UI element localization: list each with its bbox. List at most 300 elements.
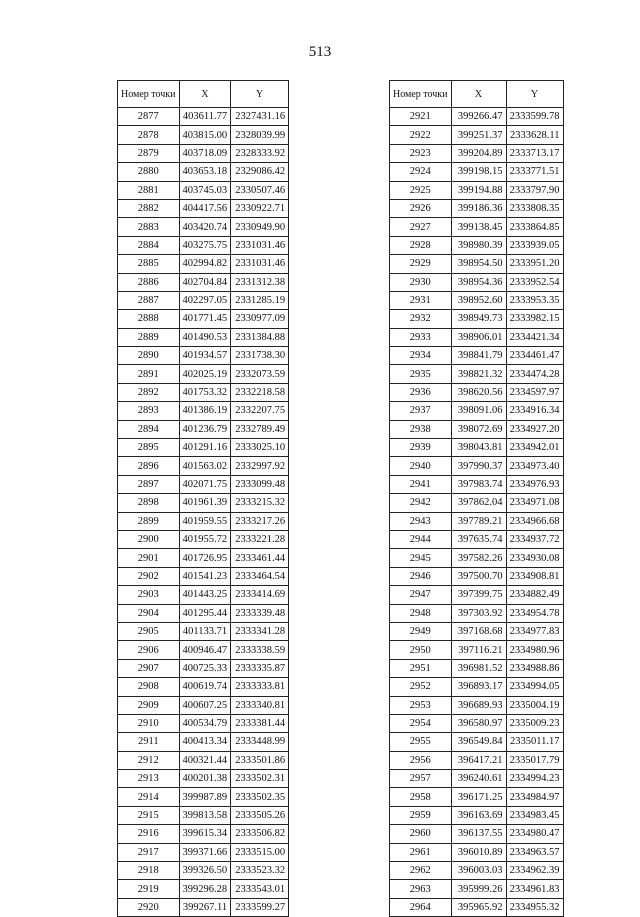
table-row: [390, 475, 564, 493]
cell-x: 397990.37: [451, 457, 506, 475]
cell-x: 396689.93: [451, 696, 506, 714]
cell-point-number: 2946: [390, 567, 452, 585]
table-row: [118, 678, 289, 696]
cell-point-number: 2899: [118, 512, 180, 530]
cell-x: 396580.97: [451, 714, 506, 732]
cell-x: 401961.39: [179, 494, 231, 512]
cell-x: 397399.75: [451, 586, 506, 604]
cell-x: 402071.75: [179, 475, 231, 493]
table-row: [118, 475, 289, 493]
table-row: [118, 347, 289, 365]
cell-x: 396981.52: [451, 659, 506, 677]
table-row: [390, 586, 564, 604]
cell-y: 2333505.26: [231, 806, 289, 824]
cell-point-number: 2956: [390, 751, 452, 769]
table-row: [390, 512, 564, 530]
table-row: [390, 328, 564, 346]
cell-x: 396549.84: [451, 733, 506, 751]
table-row: [118, 862, 289, 880]
header-point-number: Номер точки: [390, 81, 452, 108]
cell-point-number: 2890: [118, 347, 180, 365]
cell-point-number: 2955: [390, 733, 452, 751]
cell-y: 2333340.81: [231, 696, 289, 714]
cell-x: 396137.55: [451, 825, 506, 843]
cell-x: 403420.74: [179, 218, 231, 236]
cell-y: 2333771.51: [506, 163, 563, 181]
cell-point-number: 2932: [390, 310, 452, 328]
cell-point-number: 2893: [118, 402, 180, 420]
cell-point-number: 2953: [390, 696, 452, 714]
cell-point-number: 2954: [390, 714, 452, 732]
table-row: [390, 163, 564, 181]
cell-point-number: 2891: [118, 365, 180, 383]
cell-y: 2330977.09: [231, 310, 289, 328]
cell-point-number: 2918: [118, 862, 180, 880]
cell-point-number: 2896: [118, 457, 180, 475]
table-row: [390, 126, 564, 144]
cell-y: 2334973.40: [506, 457, 563, 475]
cell-y: 2333543.01: [231, 880, 289, 898]
table-row: [118, 365, 289, 383]
cell-y: 2334963.57: [506, 843, 563, 861]
cell-point-number: 2958: [390, 788, 452, 806]
cell-y: 2333099.48: [231, 475, 289, 493]
table-body-left: [118, 108, 289, 917]
cell-y: 2333599.78: [506, 108, 563, 126]
cell-point-number: 2929: [390, 255, 452, 273]
cell-point-number: 2960: [390, 825, 452, 843]
coordinates-table-right: [389, 80, 564, 917]
table-row: [118, 255, 289, 273]
cell-x: 400946.47: [179, 641, 231, 659]
cell-y: 2332073.59: [231, 365, 289, 383]
cell-x: 401291.16: [179, 439, 231, 457]
cell-x: 396003.03: [451, 862, 506, 880]
table-row: [118, 843, 289, 861]
cell-x: 401934.57: [179, 347, 231, 365]
cell-point-number: 2897: [118, 475, 180, 493]
table-row: [118, 218, 289, 236]
cell-y: 2334916.34: [506, 402, 563, 420]
cell-y: 2333025.10: [231, 439, 289, 457]
cell-x: 400619.74: [179, 678, 231, 696]
cell-point-number: 2949: [390, 622, 452, 640]
table-row: [390, 696, 564, 714]
cell-y: 2334882.49: [506, 586, 563, 604]
table-row: [390, 862, 564, 880]
cell-x: 395999.26: [451, 880, 506, 898]
cell-y: 2334994.23: [506, 770, 563, 788]
cell-x: 399296.28: [179, 880, 231, 898]
cell-x: 398980.39: [451, 236, 506, 254]
cell-point-number: 2906: [118, 641, 180, 659]
cell-point-number: 2943: [390, 512, 452, 530]
cell-x: 399615.34: [179, 825, 231, 843]
table-row: [390, 383, 564, 401]
cell-point-number: 2924: [390, 163, 452, 181]
header-point-number: Номер точки: [118, 81, 180, 108]
cell-y: 2333951.20: [506, 255, 563, 273]
cell-y: 2334927.20: [506, 420, 563, 438]
cell-point-number: 2930: [390, 273, 452, 291]
cell-point-number: 2880: [118, 163, 180, 181]
cell-x: 399204.89: [451, 144, 506, 162]
table-row: [118, 163, 289, 181]
cell-x: 399138.45: [451, 218, 506, 236]
table-row: [390, 108, 564, 126]
table-row: [118, 806, 289, 824]
cell-x: 400607.25: [179, 696, 231, 714]
cell-x: 401753.32: [179, 383, 231, 401]
cell-point-number: 2962: [390, 862, 452, 880]
table-row: [118, 733, 289, 751]
cell-y: 2335004.19: [506, 696, 563, 714]
cell-point-number: 2945: [390, 549, 452, 567]
table-row: [390, 494, 564, 512]
cell-y: 2333982.15: [506, 310, 563, 328]
cell-y: 2331031.46: [231, 255, 289, 273]
cell-point-number: 2888: [118, 310, 180, 328]
cell-x: 396163.69: [451, 806, 506, 824]
table-row: [118, 328, 289, 346]
table-header-row: [118, 81, 289, 108]
table-row: [390, 181, 564, 199]
cell-x: 398091.06: [451, 402, 506, 420]
cell-point-number: 2901: [118, 549, 180, 567]
table-row: [118, 567, 289, 585]
cell-y: 2329086.42: [231, 163, 289, 181]
cell-y: 2335017.79: [506, 751, 563, 769]
cell-point-number: 2947: [390, 586, 452, 604]
cell-x: 397983.74: [451, 475, 506, 493]
cell-y: 2330949.90: [231, 218, 289, 236]
cell-point-number: 2909: [118, 696, 180, 714]
cell-y: 2333414.69: [231, 586, 289, 604]
cell-x: 396417.21: [451, 751, 506, 769]
header-y: Y: [506, 81, 563, 108]
table-row: [390, 291, 564, 309]
cell-y: 2333952.54: [506, 273, 563, 291]
table-row: [118, 126, 289, 144]
cell-point-number: 2898: [118, 494, 180, 512]
cell-x: 402704.84: [179, 273, 231, 291]
cell-point-number: 2885: [118, 255, 180, 273]
cell-point-number: 2907: [118, 659, 180, 677]
cell-x: 396240.61: [451, 770, 506, 788]
cell-x: 397635.74: [451, 530, 506, 548]
cell-y: 2328039.99: [231, 126, 289, 144]
header-y: Y: [231, 81, 289, 108]
table-row: [118, 236, 289, 254]
table-row: [118, 714, 289, 732]
cell-x: 403275.75: [179, 236, 231, 254]
cell-y: 2333515.00: [231, 843, 289, 861]
cell-y: 2331384.88: [231, 328, 289, 346]
cell-y: 2333464.54: [231, 567, 289, 585]
cell-point-number: 2912: [118, 751, 180, 769]
cell-point-number: 2894: [118, 420, 180, 438]
cell-y: 2334421.34: [506, 328, 563, 346]
cell-x: 398841.79: [451, 347, 506, 365]
cell-x: 398821.32: [451, 365, 506, 383]
cell-x: 396893.17: [451, 678, 506, 696]
coordinates-table-left: [117, 80, 289, 917]
cell-y: 2333333.81: [231, 678, 289, 696]
cell-x: 398954.36: [451, 273, 506, 291]
cell-y: 2334954.78: [506, 604, 563, 622]
cell-x: 399326.50: [179, 862, 231, 880]
table-row: [118, 310, 289, 328]
table-row: [390, 770, 564, 788]
cell-x: 396010.89: [451, 843, 506, 861]
cell-x: 399194.88: [451, 181, 506, 199]
cell-point-number: 2931: [390, 291, 452, 309]
cell-y: 2332997.92: [231, 457, 289, 475]
cell-point-number: 2920: [118, 898, 180, 916]
cell-y: 2333808.35: [506, 199, 563, 217]
cell-y: 2331285.19: [231, 291, 289, 309]
cell-y: 2334474.28: [506, 365, 563, 383]
table-row: [118, 383, 289, 401]
table-row: [118, 659, 289, 677]
cell-point-number: 2942: [390, 494, 452, 512]
cell-x: 401443.25: [179, 586, 231, 604]
cell-point-number: 2963: [390, 880, 452, 898]
cell-point-number: 2936: [390, 383, 452, 401]
cell-x: 403745.03: [179, 181, 231, 199]
cell-point-number: 2915: [118, 806, 180, 824]
cell-y: 2331738.30: [231, 347, 289, 365]
cell-x: 403611.77: [179, 108, 231, 126]
cell-point-number: 2917: [118, 843, 180, 861]
table-row: [118, 549, 289, 567]
cell-point-number: 2940: [390, 457, 452, 475]
cell-y: 2331312.38: [231, 273, 289, 291]
cell-x: 398952.60: [451, 291, 506, 309]
cell-y: 2330507.46: [231, 181, 289, 199]
cell-y: 2328333.92: [231, 144, 289, 162]
cell-x: 403718.09: [179, 144, 231, 162]
cell-x: 397582.26: [451, 549, 506, 567]
table-row: [390, 218, 564, 236]
cell-point-number: 2916: [118, 825, 180, 843]
cell-x: 399371.66: [179, 843, 231, 861]
cell-x: 399266.47: [451, 108, 506, 126]
table-row: [390, 604, 564, 622]
table-row: [118, 108, 289, 126]
table-row: [118, 494, 289, 512]
cell-point-number: 2923: [390, 144, 452, 162]
cell-y: 2333502.35: [231, 788, 289, 806]
cell-y: 2333628.11: [506, 126, 563, 144]
cell-y: 2334983.45: [506, 806, 563, 824]
cell-x: 401386.19: [179, 402, 231, 420]
cell-point-number: 2881: [118, 181, 180, 199]
table-row: [118, 898, 289, 916]
header-x: X: [179, 81, 231, 108]
table-row: [390, 255, 564, 273]
cell-point-number: 2944: [390, 530, 452, 548]
cell-x: 397789.21: [451, 512, 506, 530]
cell-point-number: 2908: [118, 678, 180, 696]
cell-x: 403815.00: [179, 126, 231, 144]
cell-y: 2334930.08: [506, 549, 563, 567]
table-row: [390, 144, 564, 162]
cell-y: 2334962.39: [506, 862, 563, 880]
page-number: 513: [308, 44, 332, 60]
table-row: [118, 457, 289, 475]
table-row: [390, 347, 564, 365]
header-x: X: [451, 81, 506, 108]
table-row: [118, 199, 289, 217]
cell-x: 401959.55: [179, 512, 231, 530]
cell-x: 404417.56: [179, 199, 231, 217]
table-row: [390, 530, 564, 548]
cell-point-number: 2937: [390, 402, 452, 420]
cell-x: 400201.38: [179, 770, 231, 788]
table-row: [390, 806, 564, 824]
cell-point-number: 2883: [118, 218, 180, 236]
cell-point-number: 2910: [118, 714, 180, 732]
cell-x: 400725.33: [179, 659, 231, 677]
cell-point-number: 2964: [390, 898, 452, 916]
cell-x: 399267.11: [179, 898, 231, 916]
cell-y: 2333939.05: [506, 236, 563, 254]
cell-point-number: 2889: [118, 328, 180, 346]
cell-x: 399813.58: [179, 806, 231, 824]
table-row: [390, 420, 564, 438]
cell-point-number: 2933: [390, 328, 452, 346]
cell-x: 401295.44: [179, 604, 231, 622]
cell-point-number: 2919: [118, 880, 180, 898]
cell-x: 401563.02: [179, 457, 231, 475]
cell-x: 399186.36: [451, 199, 506, 217]
table-row: [390, 439, 564, 457]
cell-point-number: 2877: [118, 108, 180, 126]
cell-point-number: 2886: [118, 273, 180, 291]
cell-y: 2333338.59: [231, 641, 289, 659]
cell-y: 2333339.48: [231, 604, 289, 622]
cell-point-number: 2911: [118, 733, 180, 751]
cell-x: 399987.89: [179, 788, 231, 806]
table-row: [390, 236, 564, 254]
cell-point-number: 2895: [118, 439, 180, 457]
cell-y: 2334955.32: [506, 898, 563, 916]
table-row: [390, 825, 564, 843]
cell-point-number: 2914: [118, 788, 180, 806]
cell-y: 2331031.46: [231, 236, 289, 254]
cell-point-number: 2950: [390, 641, 452, 659]
cell-y: 2334988.86: [506, 659, 563, 677]
cell-x: 398906.01: [451, 328, 506, 346]
cell-y: 2333461.44: [231, 549, 289, 567]
cell-point-number: 2921: [390, 108, 452, 126]
cell-x: 398949.73: [451, 310, 506, 328]
table-row: [390, 567, 564, 585]
cell-x: 401236.79: [179, 420, 231, 438]
table-row: [390, 751, 564, 769]
cell-x: 396171.25: [451, 788, 506, 806]
cell-y: 2333502.31: [231, 770, 289, 788]
cell-x: 401541.23: [179, 567, 231, 585]
table-row: [118, 696, 289, 714]
cell-y: 2333797.90: [506, 181, 563, 199]
cell-y: 2333953.35: [506, 291, 563, 309]
table-row: [390, 402, 564, 420]
cell-y: 2334977.83: [506, 622, 563, 640]
cell-point-number: 2957: [390, 770, 452, 788]
cell-point-number: 2952: [390, 678, 452, 696]
cell-point-number: 2951: [390, 659, 452, 677]
cell-y: 2334980.47: [506, 825, 563, 843]
table-row: [390, 199, 564, 217]
cell-y: 2332789.49: [231, 420, 289, 438]
cell-point-number: 2925: [390, 181, 452, 199]
table-row: [118, 420, 289, 438]
table-row: [118, 273, 289, 291]
cell-x: 399198.15: [451, 163, 506, 181]
table-row: [390, 310, 564, 328]
cell-x: 397303.92: [451, 604, 506, 622]
table-row: [118, 512, 289, 530]
cell-x: 401133.71: [179, 622, 231, 640]
table-row: [118, 402, 289, 420]
cell-y: 2332218.58: [231, 383, 289, 401]
cell-y: 2334908.81: [506, 567, 563, 585]
cell-y: 2333501.86: [231, 751, 289, 769]
cell-point-number: 2961: [390, 843, 452, 861]
cell-y: 2334461.47: [506, 347, 563, 365]
cell-y: 2333448.99: [231, 733, 289, 751]
cell-point-number: 2927: [390, 218, 452, 236]
cell-point-number: 2884: [118, 236, 180, 254]
cell-y: 2335011.17: [506, 733, 563, 751]
cell-point-number: 2905: [118, 622, 180, 640]
cell-x: 398954.50: [451, 255, 506, 273]
cell-y: 2333215.32: [231, 494, 289, 512]
cell-point-number: 2879: [118, 144, 180, 162]
cell-y: 2333221.28: [231, 530, 289, 548]
cell-x: 401726.95: [179, 549, 231, 567]
table-row: [390, 273, 564, 291]
table-row: [390, 622, 564, 640]
cell-x: 395965.92: [451, 898, 506, 916]
cell-point-number: 2882: [118, 199, 180, 217]
cell-x: 401955.72: [179, 530, 231, 548]
table-row: [390, 641, 564, 659]
cell-y: 2333335.87: [231, 659, 289, 677]
cell-point-number: 2887: [118, 291, 180, 309]
cell-y: 2334971.08: [506, 494, 563, 512]
table-row: [118, 641, 289, 659]
cell-x: 400413.34: [179, 733, 231, 751]
table-row: [390, 898, 564, 916]
cell-point-number: 2902: [118, 567, 180, 585]
table-row: [118, 825, 289, 843]
cell-x: 402025.19: [179, 365, 231, 383]
cell-y: 2334966.68: [506, 512, 563, 530]
table-row: [118, 604, 289, 622]
cell-y: 2334937.72: [506, 530, 563, 548]
cell-y: 2333523.32: [231, 862, 289, 880]
table-row: [118, 530, 289, 548]
cell-y: 2334961.83: [506, 880, 563, 898]
table-row: [390, 788, 564, 806]
table-row: [390, 733, 564, 751]
table-row: [390, 549, 564, 567]
cell-x: 398620.56: [451, 383, 506, 401]
cell-y: 2334994.05: [506, 678, 563, 696]
